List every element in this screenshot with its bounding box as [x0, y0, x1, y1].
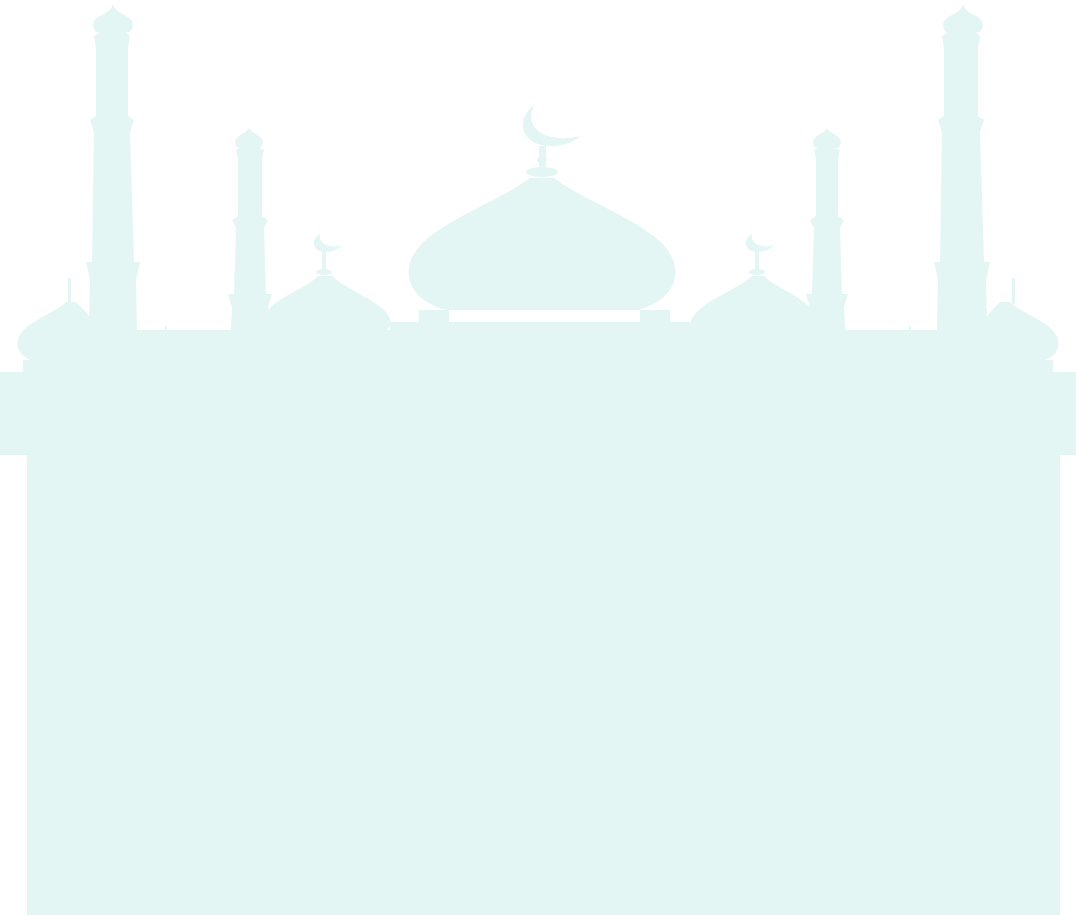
central-dome-finial-knob — [537, 156, 547, 164]
minaret-outer-right — [934, 4, 990, 372]
mosque-roof-center-step-right — [640, 310, 670, 330]
central-dome — [409, 178, 676, 310]
minaret-outer-left — [86, 4, 140, 372]
minaret-inner-right-shaft — [806, 148, 848, 372]
minaret-outer-left-cap — [93, 4, 133, 32]
far-right-dome-finial — [1012, 278, 1015, 304]
right-dome — [690, 276, 818, 330]
far-left-small-finial — [165, 326, 167, 342]
minaret-outer-left-shaft — [86, 32, 140, 372]
central-dome-crescent — [523, 104, 580, 146]
mosque-parapet — [0, 372, 1076, 455]
right-dome-finial-stem — [755, 250, 759, 274]
minaret-inner-right-cap — [813, 128, 841, 148]
minaret-inner-left — [228, 128, 272, 372]
mosque-parapet-top — [23, 360, 1053, 374]
left-dome — [262, 276, 391, 330]
minaret-inner-left-shaft — [228, 148, 272, 372]
left-dome-crescent — [314, 234, 342, 252]
mosque-roof-center-step-left — [419, 310, 449, 330]
far-right-dome — [980, 302, 1058, 362]
mosque-main-wall — [27, 455, 1060, 915]
far-left-dome-finial — [68, 278, 71, 304]
far-right-small-finial — [909, 326, 911, 342]
minaret-inner-right — [806, 128, 848, 372]
minaret-inner-left-cap — [235, 128, 263, 148]
far-left-dome — [18, 302, 96, 362]
minaret-outer-right-shaft — [934, 32, 990, 372]
minaret-outer-right-cap — [943, 4, 983, 32]
left-dome-finial-stem — [322, 250, 326, 274]
right-dome-crescent — [746, 234, 774, 252]
